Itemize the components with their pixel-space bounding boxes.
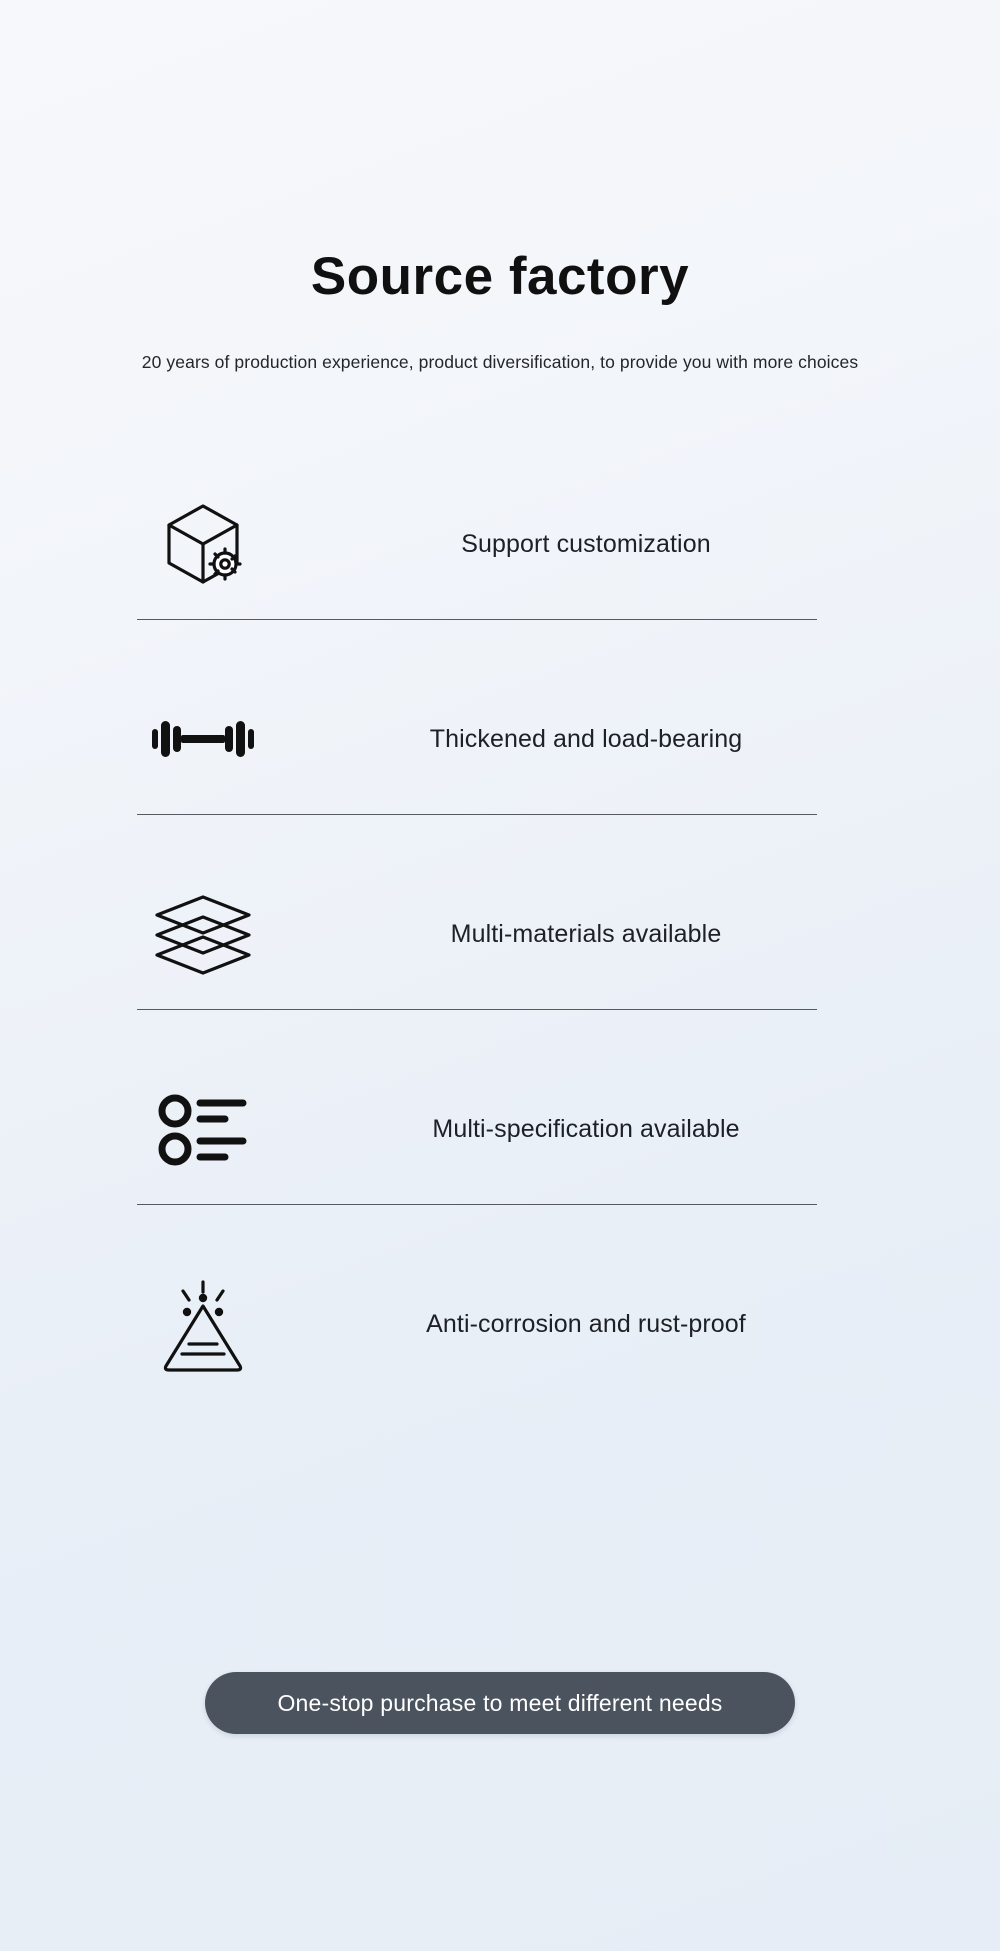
feature-row [75,1054,925,1204]
layers-icon [75,891,305,977]
feature-label: Anti-corrosion and rust-proof [426,1309,746,1338]
anti-corrosion-icon [75,1272,305,1376]
feature-row [75,859,925,1009]
divider [137,1204,817,1205]
spacer [75,1010,925,1054]
page-header [0,0,1000,373]
spacer [75,620,925,664]
feature-row [75,469,925,619]
divider [137,619,817,620]
divider [137,814,817,815]
footer-banner [0,1672,1000,1734]
feature-label: Multi-materials available [450,919,722,948]
page-title: Source factory [310,247,690,306]
divider [137,1009,817,1010]
box-gear-icon [75,496,305,592]
feature-row [75,664,925,814]
settings-list-icon [75,1091,305,1167]
footer-bar-label[interactable]: One-stop purchase to meet different needs [205,1672,795,1734]
page-subtitle: 20 years of production experience, product diversification, to provide you with more choices [141,352,859,373]
feature-label: Thickened and load-bearing [429,724,743,753]
dumbbell-icon [75,709,305,769]
spacer [75,815,925,859]
feature-label: Multi-specification available [432,1114,740,1143]
feature-row [75,1249,925,1399]
feature-list [75,469,925,1399]
spacer [75,1205,925,1249]
feature-label: Support customization [461,529,711,558]
